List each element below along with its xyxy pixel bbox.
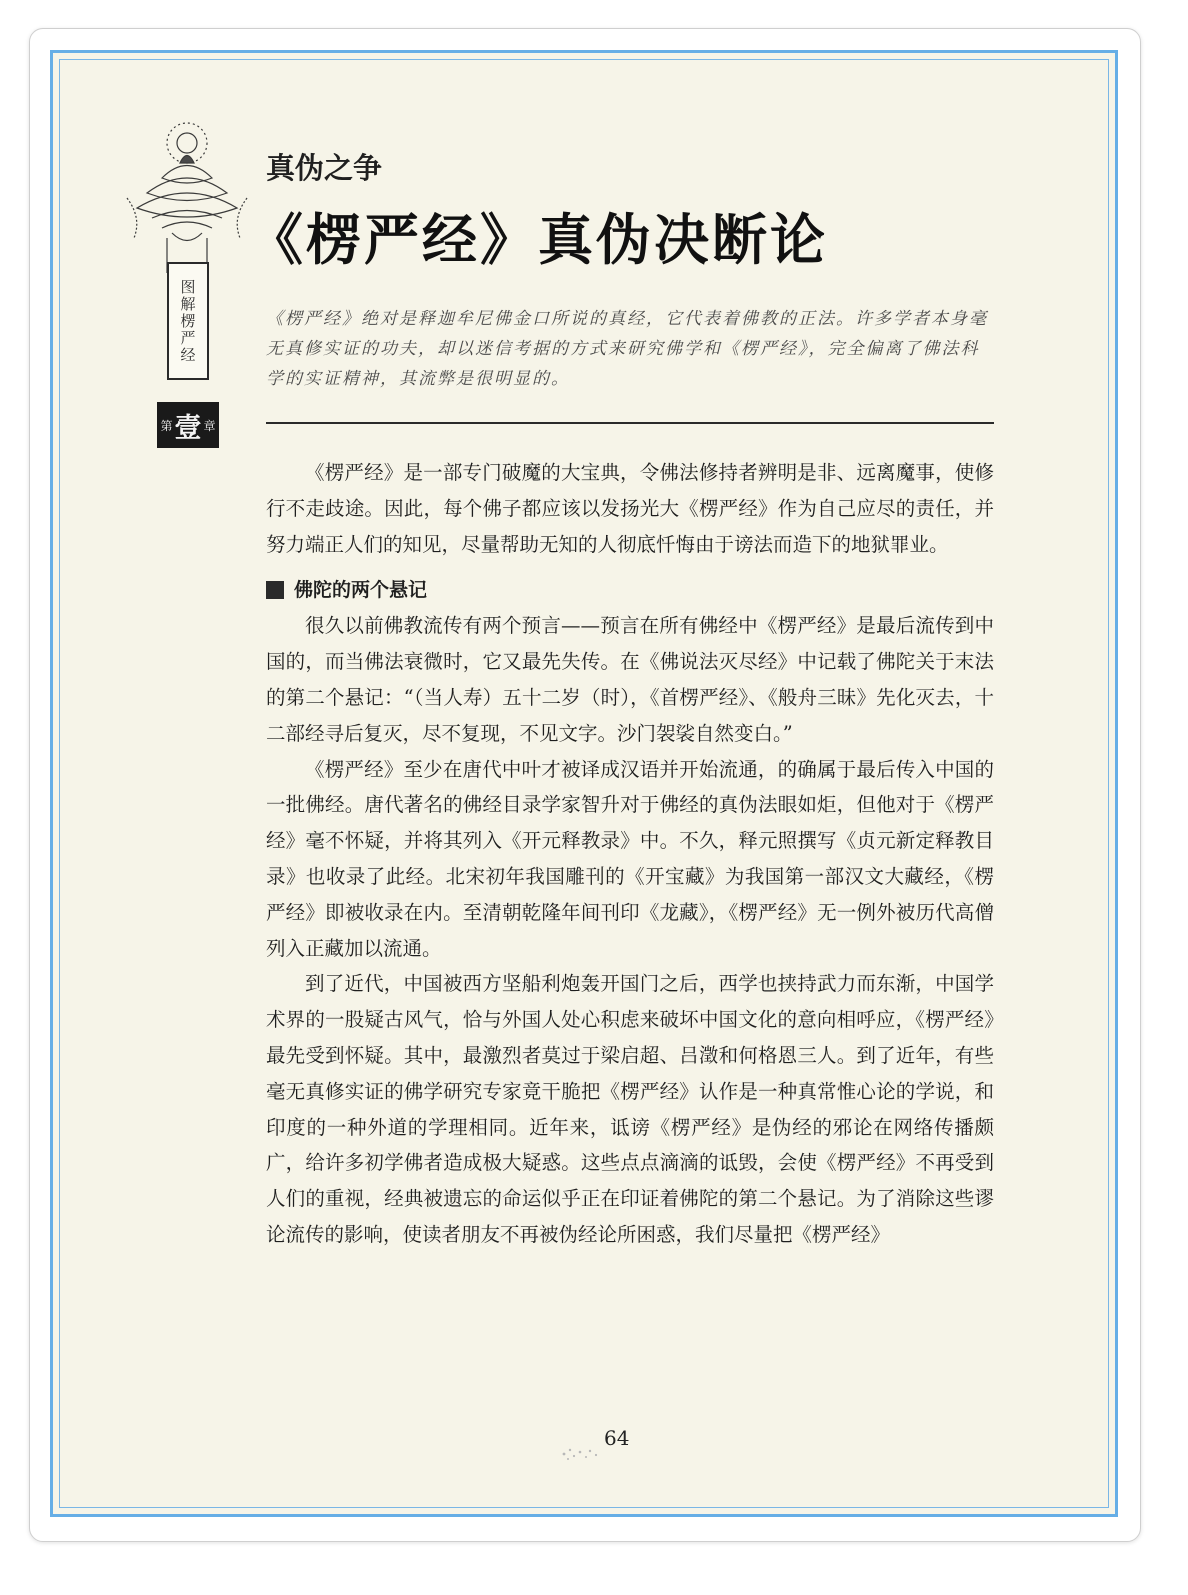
lotus-buddha-ornament-icon xyxy=(122,108,252,278)
chapter-suffix: 章 xyxy=(203,418,216,433)
paragraph: 到了近代，中国被西方坚船利炮轰开国门之后，西学也挟持武力而东渐，中国学术界的一股疑古风气，恰与外国人处心积虑来破坏中国文化的意向相呼应，《楞严经》最先受到怀疑。其中，最激烈者莫过于梁启超、吕澂和何格恩三人。到了近年，有些毫无真修实证的佛学研究专家竟干脆把《楞严经》认作是一种真常惟心论的学说，和印度的一种外道的学理相同。近年来，诋谤《楞严经》是伪经的邪论在网络传播颇广，给许多初学佛者造成极大疑惑。这些点点滴滴的诋毁，会使《楞严经》不再受到人们的重视，经典被遗忘的命运似乎正在印证着佛陀的第二个悬记。为了消除这些谬论流传的影响，使读者朋友不再被伪经论所困惑，我们尽量把《楞严经》 xyxy=(266,972,994,1246)
footer-ornament-icon xyxy=(556,1440,606,1464)
paragraph: 很久以前佛教流传有两个预言——预言在所有佛经中《楞严经》是最后流传到中国的，而当佛法衰微时，它又最先失传。在《佛说法灭尽经》中记载了佛陀关于末法的第二个悬记：“（当人寿）五十二岁（时），《首楞严经》、《般舟三昧》先化灭去，十二部经寻后复灭，尽不复现，不见文字。沙门袈裟自然变白。” xyxy=(266,614,994,745)
body-text xyxy=(266,455,994,1253)
chapter-badge xyxy=(157,402,219,448)
intro-summary: 《楞严经》绝对是释迦牟尼佛金口所说的真经，它代表着佛教的正法。许多学者本身毫无真修实证的功夫，却以迷信考据的方式来研究佛学和《楞严经》，完全偏离了佛法科学的实证精神，其流弊是很明显的。 xyxy=(266,309,988,389)
paragraph: 《楞严经》至少在唐代中叶才被译成汉语并开始流通，的确属于最后传入中国的一批佛经。唐代著名的佛经目录学家智升对于佛经的真伪法眼如炬，但他对于《楞严经》毫不怀疑，并将其列入《开元释教录》中。不久，释元照撰写《贞元新定释教目录》也收录了此经。北宋初年我国雕刊的《开宝藏》为我国第一部汉文大藏经，《楞严经》即被收录在内。至清朝乾隆年间刊印《龙藏》，《楞严经》无一例外被历代高僧列入正藏加以流通。 xyxy=(266,757,994,960)
page-number: 64 xyxy=(604,1426,630,1450)
section-heading-text: 佛陀的两个悬记 xyxy=(294,579,428,602)
book-side-label-text: 图解楞严经 xyxy=(178,278,197,364)
section-heading xyxy=(266,572,994,608)
chapter-prefix: 第 xyxy=(160,418,173,433)
square-bullet-icon xyxy=(266,581,284,599)
page-subtitle: 真伪之争 xyxy=(266,151,383,185)
book-side-label xyxy=(167,262,209,380)
paragraph: 《楞严经》是一部专门破魔的大宝典，令佛法修持者辨明是非、远离魔事，使修行不走歧途。因此，每个佛子都应该以发扬光大《楞严经》作为自己应尽的责任，并努力端正人们的知见，尽量帮助无知的人彻底忏悔由于谤法而造下的地狱罪业。 xyxy=(266,461,994,556)
page-title: 《楞严经》真伪决断论 xyxy=(248,207,829,272)
divider xyxy=(266,422,994,424)
chapter-number: 壹 xyxy=(174,412,202,444)
